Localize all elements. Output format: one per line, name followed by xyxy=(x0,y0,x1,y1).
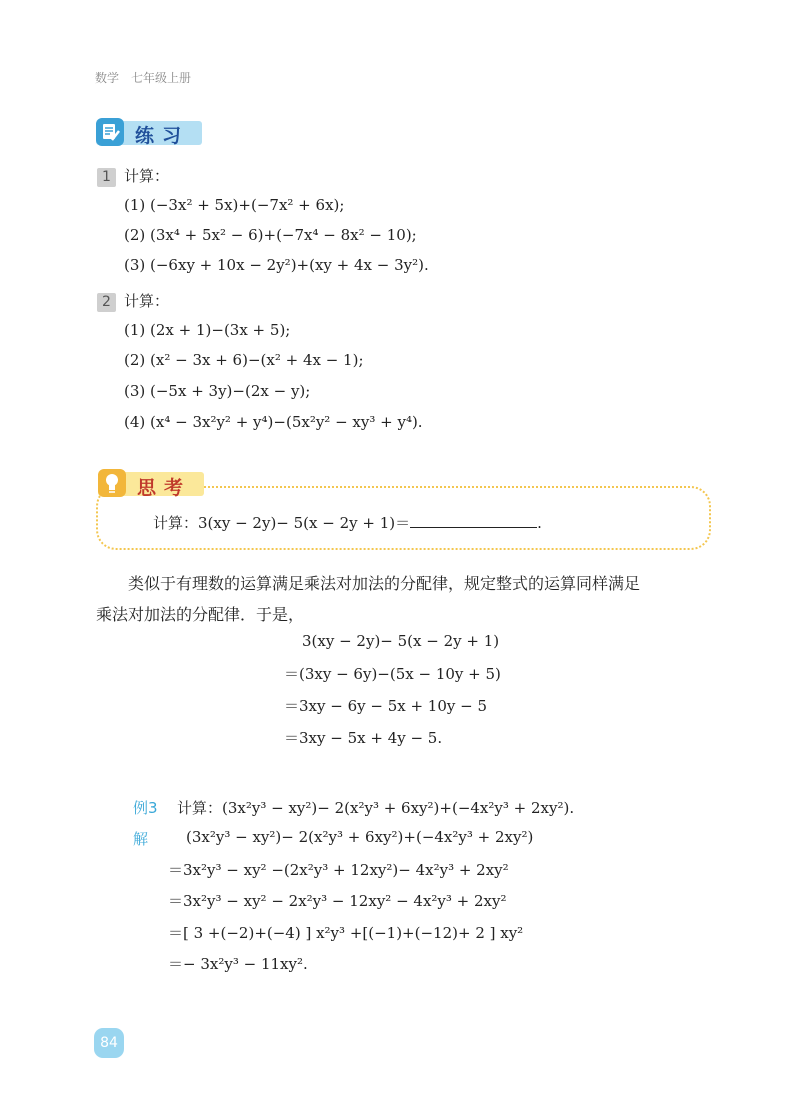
derivation-step-1: 3(xy − 2y)− 5(x − 2y + 1) xyxy=(302,632,500,650)
problem-2-item-3: (3) (−5x + 3y)−(2x − y); xyxy=(124,382,311,400)
problem-2-heading xyxy=(97,290,169,312)
problem-1-heading xyxy=(97,165,169,187)
solution-step-4: ＝[ 3 +(−2)+(−4) ] x²y³ +[(−1)+(−12)+ 2 ] xy² xyxy=(168,924,524,942)
problem-label: 计算： xyxy=(124,167,170,185)
solution-step-5: ＝− 3x²y³ − 11xy². xyxy=(168,955,308,973)
problem-2-item-1: (1) (2x + 1)−(3x + 5); xyxy=(124,321,291,339)
blank-end: . xyxy=(537,514,542,532)
example-label: 例3 xyxy=(133,799,158,817)
practice-icon xyxy=(96,118,124,146)
problem-number: 1 xyxy=(97,168,116,187)
lightbulb-icon xyxy=(98,469,126,497)
answer-blank xyxy=(410,515,537,528)
problem-number: 2 xyxy=(97,293,116,312)
book-header: 数学 七年级上册 xyxy=(95,71,192,85)
think-title: 思考 xyxy=(137,477,192,499)
solution-step-2: ＝3x²y³ − xy² −(2x²y³ + 12xy²)− 4x²y³ + 2xy² xyxy=(168,861,509,879)
problem-1-item-3: (3) (−6xy + 10x − 2y²)+(xy + 4x − 3y²). xyxy=(124,256,429,274)
problem-2-item-2: (2) (x² − 3x + 6)−(x² + 4x − 1); xyxy=(124,351,364,369)
explanation-line-2: 乘法对加法的分配律．于是， xyxy=(96,605,305,624)
think-question-text: 计算：3(xy − 2y)− 5(x − 2y + 1)＝ xyxy=(153,514,411,532)
explanation-line-1: 类似于有理数的运算满足乘法对加法的分配律，规定整式的运算同样满足 xyxy=(128,574,641,593)
problem-1-item-1: (1) (−3x² + 5x)+(−7x² + 6x); xyxy=(124,196,345,214)
derivation-step-3: ＝3xy − 6y − 5x + 10y − 5 xyxy=(284,697,488,715)
derivation-step-4: ＝3xy − 5x + 4y − 5. xyxy=(284,729,443,747)
think-question xyxy=(153,512,542,533)
solution-step-3: ＝3x²y³ − xy² − 2x²y³ − 12xy² − 4x²y³ + 2xy² xyxy=(168,892,507,910)
practice-title: 练习 xyxy=(135,125,190,147)
problem-1-item-2: (2) (3x⁴ + 5x² − 6)+(−7x⁴ − 8x² − 10); xyxy=(124,226,417,244)
example-problem: 计算：(3x²y³ − xy²)− 2(x²y³ + 6xy²)+(−4x²y³ + 2xy²). xyxy=(177,799,575,817)
solution-label: 解 xyxy=(133,830,149,848)
problem-label: 计算： xyxy=(124,292,170,310)
derivation-step-2: ＝(3xy − 6y)−(5x − 10y + 5) xyxy=(284,665,501,683)
page-number-badge: 84 xyxy=(94,1028,124,1058)
solution-step-1: (3x²y³ − xy²)− 2(x²y³ + 6xy²)+(−4x²y³ + 2xy²) xyxy=(186,828,534,846)
problem-2-item-4: (4) (x⁴ − 3x²y² + y⁴)−(5x²y² − xy³ + y⁴). xyxy=(124,413,423,431)
